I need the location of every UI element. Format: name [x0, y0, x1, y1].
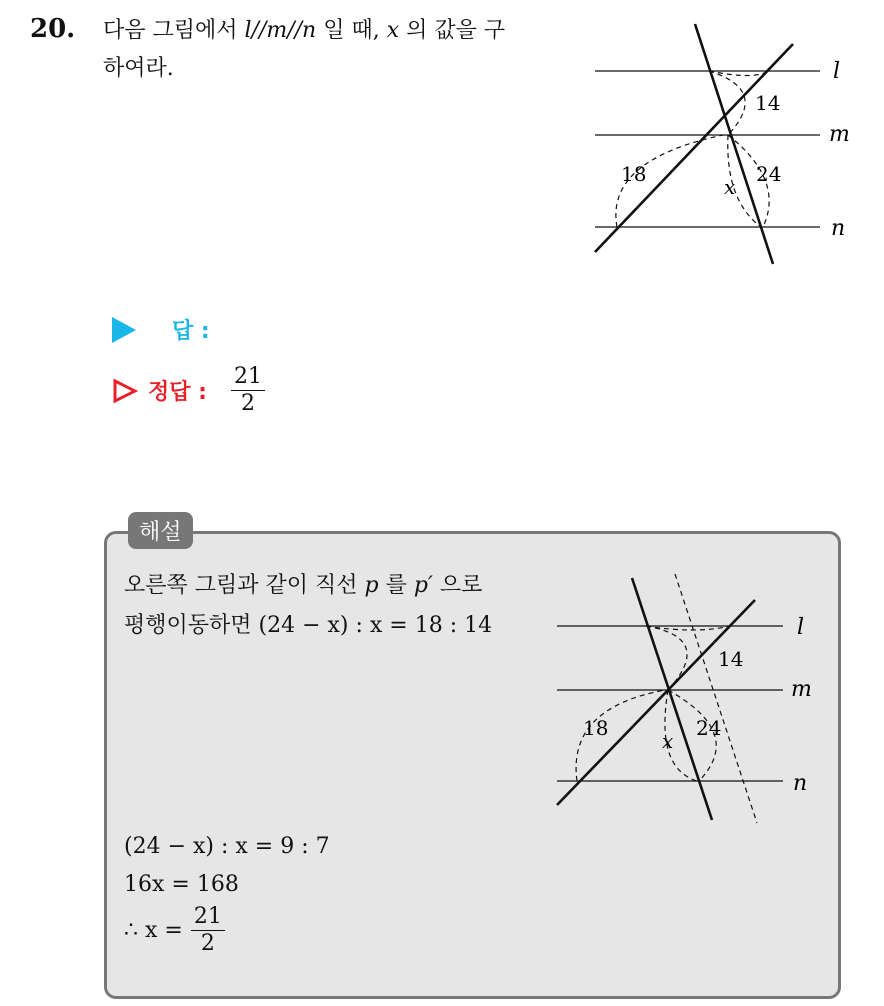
question-text	[103, 12, 573, 88]
correct-label: 정답 :	[148, 380, 207, 405]
solution-var-p-prime: p′	[413, 573, 433, 598]
transversal-2	[557, 600, 755, 805]
transversal-2	[595, 44, 793, 252]
label-24: 24	[756, 162, 782, 186]
solution-var-p: p	[364, 573, 379, 598]
calc-fraction	[191, 904, 225, 957]
label-x: x	[662, 729, 674, 753]
question-number: 20.	[30, 14, 76, 44]
label-24: 24	[696, 716, 722, 740]
label-x: x	[724, 175, 736, 199]
solution-calculation	[124, 828, 330, 957]
label-n: n	[831, 216, 846, 241]
question-text-part: 다음 그림에서	[103, 18, 245, 43]
label-l: l	[833, 59, 841, 84]
arc-14	[709, 71, 768, 76]
transversal-p	[632, 578, 712, 820]
solution-figure	[545, 568, 835, 828]
fraction-numerator: 21	[191, 904, 225, 931]
label-l: l	[797, 615, 805, 640]
solution-tag: 해설	[128, 512, 193, 549]
transversal-1	[695, 24, 773, 264]
question-text-part: 일 때,	[316, 18, 387, 43]
solution-text-part: 으로	[432, 573, 483, 598]
calc-line-2: 16x = 168	[124, 872, 239, 897]
label-18: 18	[621, 162, 647, 186]
calc-line-3	[124, 904, 330, 957]
question-math-parallel: l//m//n	[244, 18, 317, 43]
play-triangle-icon	[112, 317, 136, 343]
label-14: 14	[718, 647, 744, 671]
label-m: m	[791, 677, 812, 702]
solution-text-part: 를	[378, 573, 414, 598]
correct-fraction	[231, 364, 265, 417]
solution-text-part: 오른쪽 그림과 같이 직선	[124, 573, 365, 598]
question-text-part: 의 값을 구	[399, 18, 506, 43]
label-14: 14	[755, 91, 781, 115]
calc-therefore: ∴ x =	[124, 917, 183, 943]
solution-text-line2: 평행이동하면 (24 − x) : x = 18 : 14	[124, 613, 493, 638]
calc-line-1: (24 − x) : x = 9 : 7	[124, 834, 330, 859]
answer-label: 답 :	[172, 319, 210, 344]
question-figure	[585, 20, 865, 270]
correct-answer-row	[112, 364, 265, 417]
question-var-x: x	[386, 18, 400, 43]
fraction-denominator: 2	[240, 391, 255, 416]
label-18: 18	[583, 716, 609, 740]
label-m: m	[829, 122, 850, 147]
question-text-line2: 하여라.	[103, 56, 174, 81]
fraction-denominator: 2	[200, 931, 215, 956]
fraction-numerator: 21	[231, 364, 265, 391]
label-n: n	[793, 771, 808, 796]
solution-text	[124, 566, 544, 646]
outline-triangle-icon	[112, 378, 138, 404]
answer-row	[112, 314, 210, 345]
